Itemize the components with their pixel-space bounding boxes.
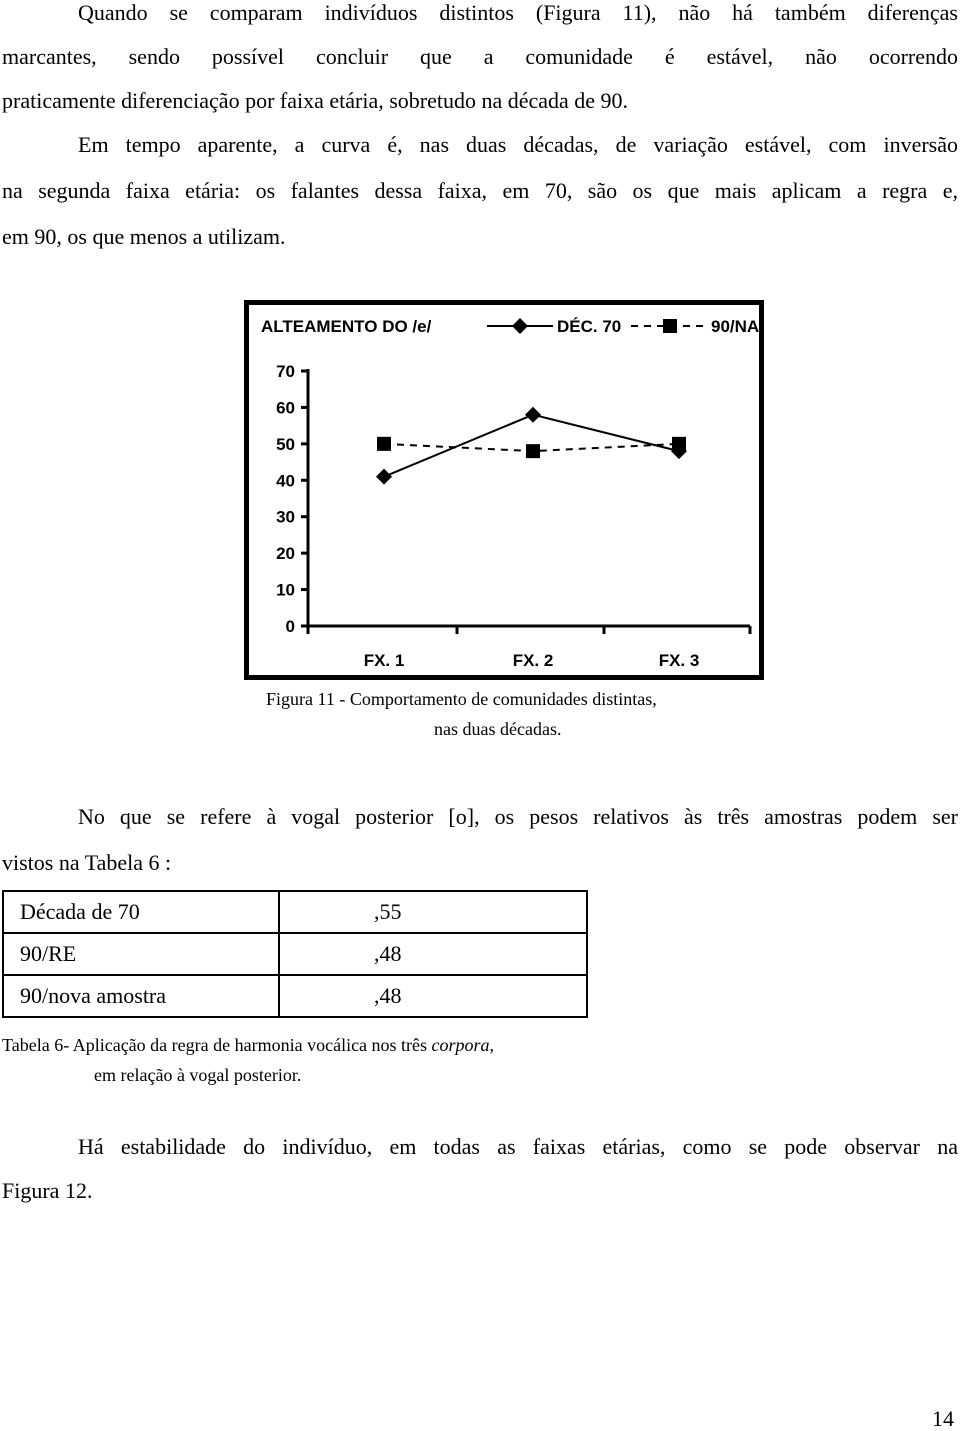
data-point-square	[377, 437, 391, 451]
table-row	[3, 891, 587, 933]
table-row	[3, 933, 587, 975]
legend-label-1: DÉC. 70	[557, 317, 622, 336]
paragraph-2-line-3: em 90, os que menos a utilizam.	[2, 224, 286, 249]
paragraph-1-line-3: praticamente diferenciação por faixa etária, sobretudo na década de 90.	[2, 88, 629, 113]
paragraph-1-line-2: marcantes, sendo possível concluir que a comunidade é estável, não ocorrendo	[2, 44, 958, 69]
legend-marker-square	[663, 319, 677, 333]
table-caption-punct: ,	[489, 1035, 495, 1055]
data-point-diamond	[525, 407, 541, 423]
y-tick-label: 30	[276, 507, 295, 527]
figure-caption-line-1: Figura 11 - Comportamento de comunidades distintas,	[266, 689, 657, 709]
figure-11-chart	[244, 300, 764, 680]
table-cell-value: ,48	[279, 975, 587, 1017]
y-tick-label: 60	[276, 398, 295, 418]
y-tick-label: 20	[276, 544, 295, 564]
table-row	[3, 975, 587, 1017]
paragraph-3-line-2: vistos na Tabela 6 :	[2, 850, 172, 875]
legend-marker-diamond	[512, 318, 528, 334]
x-tick-label: FX. 2	[512, 651, 554, 670]
data-point-diamond	[376, 469, 392, 485]
table-caption-line-2: em relação à vogal posterior.	[94, 1065, 302, 1085]
x-tick-label: FX. 1	[363, 651, 405, 670]
paragraph-3-line-1: No que se refere à vogal posterior [o], os pesos relativos às três amostras podem ser	[78, 804, 958, 829]
table-cell-label: Década de 70	[3, 891, 279, 933]
y-tick-label: 50	[276, 434, 295, 454]
y-tick-label: 0	[285, 617, 295, 636]
y-tick-label: 70	[276, 362, 295, 381]
paragraph-4-line-2: Figura 12.	[2, 1178, 93, 1203]
data-point-square	[526, 444, 540, 458]
table-6	[2, 890, 588, 1018]
table-caption-italic: corpora	[431, 1035, 490, 1055]
paragraph-1-line-1: Quando se comparam indivíduos distintos (Figura 11), não há também diferenças	[78, 0, 958, 25]
table-cell-value: ,48	[279, 933, 587, 975]
table-cell-value: ,55	[279, 891, 587, 933]
table-cell-label: 90/nova amostra	[3, 975, 279, 1017]
data-point-square	[672, 437, 686, 451]
chart-svg	[249, 305, 759, 675]
y-tick-label: 40	[276, 471, 295, 491]
paragraph-4-line-1: Há estabilidade do indivíduo, em todas as faixas etárias, como se pode observar na	[78, 1134, 958, 1159]
paragraph-2-line-1: Em tempo aparente, a curva é, nas duas décadas, de variação estável, com inversão	[78, 132, 958, 157]
chart-title: ALTEAMENTO DO /e/	[261, 317, 432, 336]
table-cell-label: 90/RE	[3, 933, 279, 975]
y-tick-label: 10	[276, 580, 295, 600]
legend-label-2: 90/NA	[711, 317, 759, 336]
paragraph-2-line-2: na segunda faixa etária: os falantes dessa faixa, em 70, são os que mais aplicam a regra e,	[2, 178, 958, 203]
x-tick-label: FX. 3	[658, 651, 700, 670]
page-number: 14	[932, 1406, 954, 1431]
table-caption-line-1	[2, 1036, 494, 1054]
figure-caption-line-2: nas duas décadas.	[434, 719, 562, 739]
table-caption-text: Tabela 6- Aplicação da regra de harmonia vocálica nos três	[2, 1035, 432, 1055]
